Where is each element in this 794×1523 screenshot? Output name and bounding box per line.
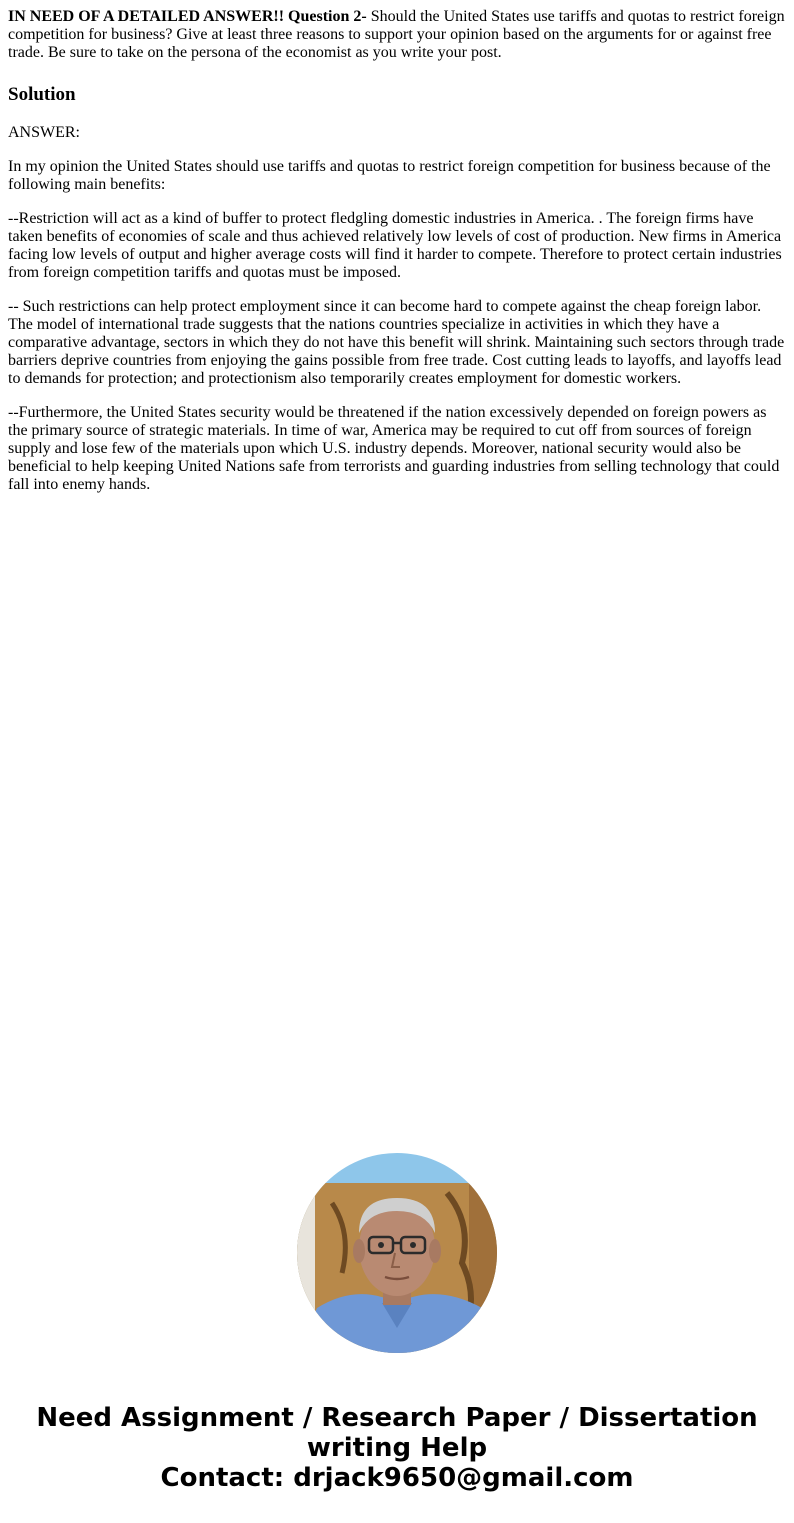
person-portrait-icon <box>297 1153 497 1353</box>
answer-paragraph-infant-industry: --Restriction will act as a kind of buffer to protect fledgling domestic industries in America. . The foreign firms have taken benefits of economies of scale and thus achieved relatively low levels of cost of production. New firms in America facing low levels of output and higher average costs will find it harder to compete. Therefore to protect certain industries from foreign competition tariffs and quotas must be imposed. <box>8 210 782 281</box>
solution-heading: Solution <box>8 84 76 105</box>
promo-contact: Contact: drjack9650@gmail.com <box>160 1463 634 1493</box>
author-avatar <box>297 1153 497 1353</box>
answer-paragraph-employment: -- Such restrictions can help protect employment since it can become hard to compete against the cheap foreign labor. The model of international trade suggests that the nations countries specialize in activities in which they have a comparative advantage, sectors in which they do not have this benefit will shrink. Maintaining such sectors through trade barriers deprive countries from enjoying the gains possible from free trade. Cost cutting leads to layoffs, and layoffs lead to demands for protection; and protectionism also temporarily creates employment for domestic workers. <box>8 298 785 387</box>
promo-banner <box>0 1403 794 1493</box>
promo-line-2: writing Help <box>306 1433 488 1463</box>
answer-paragraph-national-security: --Furthermore, the United States security would be threatened if the nation excessively depended on foreign powers as the primary source of strategic materials. In time of war, America may be required to cut off from sources of foreign supply and lose few of the materials upon which U.S. industry depends. Moreover, national security would also be beneficial to help keeping United Nations safe from terrorists and guarding industries from selling technology that could fall into enemy hands. <box>8 404 780 493</box>
question-lead: IN NEED OF A DETAILED ANSWER!! Question 2- <box>8 8 367 25</box>
promo-line-1: Need Assignment / Research Paper / Dissertation <box>36 1403 758 1433</box>
answer-paragraph-intro: In my opinion the United States should use tariffs and quotas to restrict foreign competition for business because of the following main benefits: <box>8 158 771 193</box>
question-text <box>8 8 786 62</box>
document-body <box>8 8 786 510</box>
answer-label: ANSWER: <box>8 124 80 141</box>
question-body: Should the United States use tariffs and quotas to restrict foreign competition for business? Give at least three reasons to support your opinion based on the arguments for or against free trade. Be sure to take on the persona of the economist as you write your post. <box>8 8 785 61</box>
